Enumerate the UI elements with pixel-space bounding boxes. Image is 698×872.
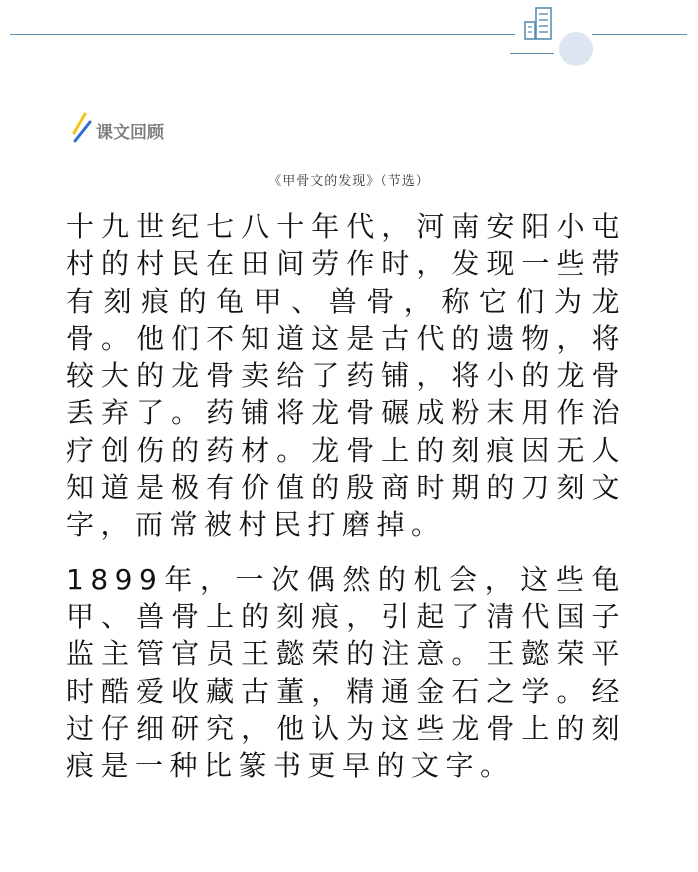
article-body xyxy=(66,208,626,784)
article-paragraph-2: 1899年，一次偶然的机会，这些龟甲、兽骨上的刻痕，引起了清代国子监主管官员王懿荣的注意。王懿荣平时酷爱收藏古董，精通金石之学。经过仔细研究，他认为这些龙骨上的刻痕是一种比篆书更早的文字。 xyxy=(66,562,626,783)
header-divider-right xyxy=(592,34,687,35)
header-divider-left xyxy=(10,34,515,35)
section-title: 课文回顾 xyxy=(96,123,164,143)
pencil-icon xyxy=(70,110,94,144)
article-subtitle: 《甲骨文的发现》（节选） xyxy=(268,174,430,189)
circle-decoration-icon xyxy=(559,32,593,66)
section-heading xyxy=(70,108,164,144)
building-icon xyxy=(522,2,562,42)
header-decor-underline xyxy=(510,53,554,54)
article-paragraph-1: 十九世纪七八十年代，河南安阳小屯村的村民在田间劳作时，发现一些带有刻痕的龟甲、兽骨，称它们为龙骨。他们不知道这是古代的遗物，将较大的龙骨卖给了药铺，将小的龙骨丢弃了。药铺将龙骨碾成粉末用作治疗创伤的药材。龙骨上的刻痕因无人知道是极有价值的殷商时期的刀刻文字，而常被村民打磨掉。 xyxy=(66,210,626,542)
